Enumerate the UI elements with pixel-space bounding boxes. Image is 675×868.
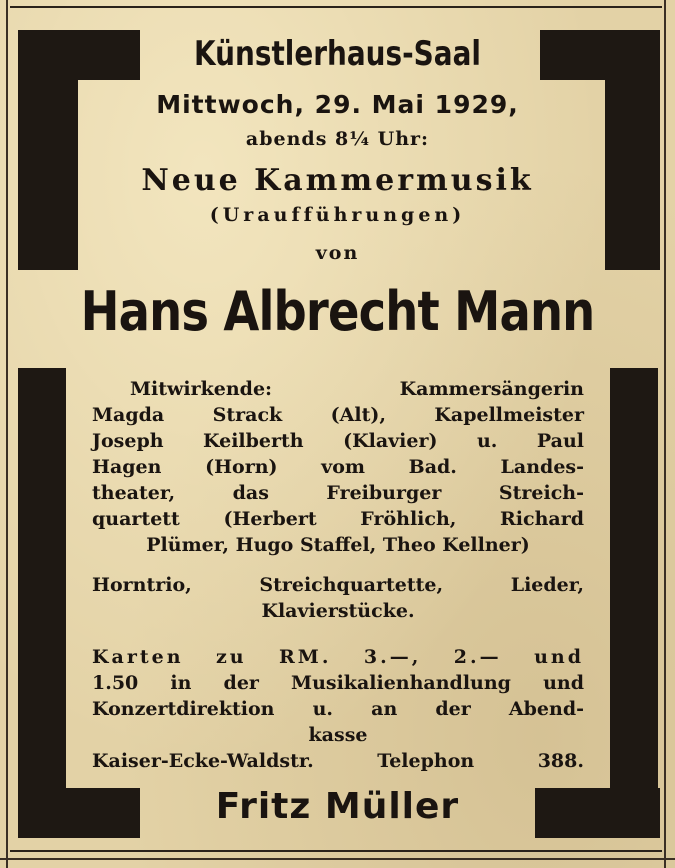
event-date: Mittwoch, 29. Mai 1929,: [156, 90, 519, 119]
tickets-line: Kaiser-Ecke-Waldstr. Telephon 388.: [92, 750, 584, 772]
organizer-name: Fritz Müller: [215, 786, 460, 827]
right-lower-bar: [610, 368, 658, 788]
tickets-text: [92, 644, 584, 774]
performers-line: quartett (Herbert Fröhlich, Richard: [92, 508, 584, 530]
performers-line: Joseph Keilberth (Klavier) u. Paul: [92, 430, 584, 452]
tickets-line: 1.50 in der Musikalienhandlung und: [92, 672, 584, 694]
event-time: abends 8¼ Uhr:: [245, 128, 430, 150]
performers-text: [92, 376, 584, 558]
tickets-line: Karten zu RM. 3.—, 2.— und: [92, 646, 584, 668]
program-line: Horntrio, Streichquartette, Lieder,: [92, 574, 584, 596]
tickets-line: Konzertdirektion u. an der Abend-: [92, 698, 584, 720]
program-text: [92, 572, 584, 624]
venue-title: Künstlerhaus-Saal: [194, 34, 481, 74]
performers-line: Magda Strack (Alt), Kapellmeister: [92, 404, 584, 426]
performers-line: Hagen (Horn) vom Bad. Landes-: [92, 456, 584, 478]
performers-line: theater, das Freiburger Streich-: [92, 482, 584, 504]
left-lower-bar: [18, 368, 66, 788]
event-title: Neue Kammermusik: [141, 163, 534, 198]
tickets-line: kasse: [308, 724, 368, 746]
performers-line: Plümer, Hugo Staffel, Theo Kellner): [146, 534, 530, 556]
performers-line: Mitwirkende: Kammersängerin: [130, 378, 584, 400]
premiere-note: (Uraufführungen): [209, 204, 466, 226]
von-label: von: [315, 242, 360, 264]
bottom-rule: [0, 858, 675, 860]
composer-name: Hans Albrecht Mann: [80, 280, 595, 343]
program-line: Klavierstücke.: [261, 600, 415, 622]
